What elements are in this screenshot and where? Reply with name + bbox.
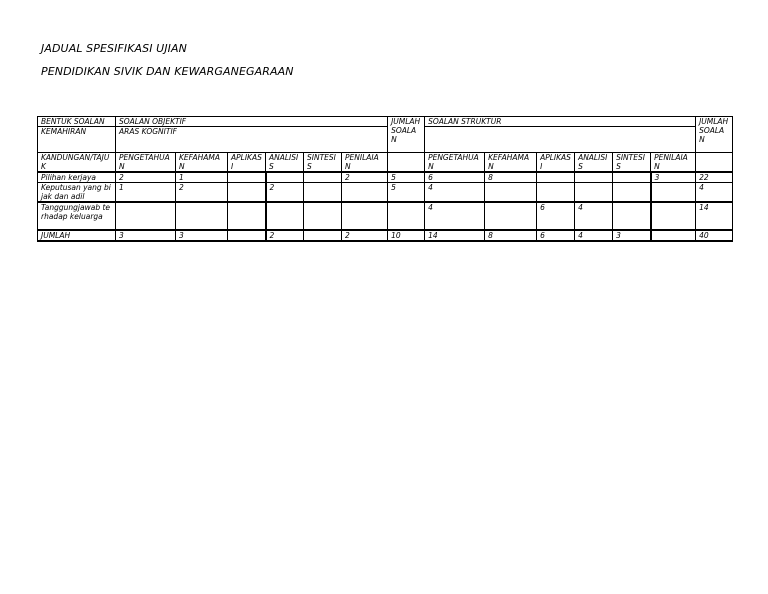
cell-value: 6: [537, 230, 575, 241]
cell-value: [537, 183, 575, 203]
cell-value: [228, 230, 266, 241]
level-header: PENILAIAN: [342, 153, 388, 173]
cell-total: 5: [388, 172, 425, 183]
cell-value: [613, 202, 651, 230]
cell-value: 8: [485, 230, 537, 241]
cell-value: [304, 202, 342, 230]
level-header: ANALISIS: [575, 153, 613, 173]
level-header-jumlah-blank: [696, 153, 733, 173]
header-soalan-objektif: SOALAN OBJEKTIF: [116, 117, 388, 127]
header-bentuk-soalan: BENTUK SOALAN: [38, 117, 116, 127]
cell-value: [116, 202, 176, 230]
table-row: [38, 202, 733, 230]
cell-value: [613, 183, 651, 203]
cell-value: 3: [116, 230, 176, 241]
level-header: SINTESIS: [613, 153, 651, 173]
document-subtitle: PENDIDIKAN SIVIK DAN KEWARGANEGARAAN: [41, 65, 294, 78]
table-row: [38, 172, 733, 183]
cell-value: 2: [342, 172, 388, 183]
level-header: SINTESIS: [304, 153, 342, 173]
cell-value: [342, 202, 388, 230]
cell-value: [228, 183, 266, 203]
level-header-jumlah-blank: [388, 153, 425, 173]
cell-value: 4: [575, 202, 613, 230]
header-row-levels: [38, 153, 733, 173]
header-struktur-blank: [425, 127, 696, 153]
header-jumlah-soalan-struktur: JUMLAH SOALAN: [696, 117, 733, 153]
cell-value: 2: [266, 183, 304, 203]
cell-value: 4: [575, 230, 613, 241]
header-soalan-struktur: SOALAN STRUKTUR: [425, 117, 696, 127]
document-title: JADUAL SPESIFIKASI UJIAN: [41, 42, 187, 55]
cell-total: 5: [388, 183, 425, 203]
cell-value: 3: [613, 230, 651, 241]
level-header: APLIKASI: [537, 153, 575, 173]
cell-value: [266, 202, 304, 230]
cell-value: 1: [176, 172, 228, 183]
cell-value: [537, 172, 575, 183]
cell-value: [228, 202, 266, 230]
cell-value: 2: [176, 183, 228, 203]
cell-value: [651, 230, 696, 241]
cell-value: 6: [425, 172, 485, 183]
cell-value: [575, 183, 613, 203]
cell-total: 22: [696, 172, 733, 183]
table-row-total: [38, 230, 733, 241]
cell-total: 14: [696, 202, 733, 230]
row-label: Tanggungjawab terhadap keluarga: [38, 202, 116, 230]
cell-value: 2: [266, 230, 304, 241]
cell-total: 40: [696, 230, 733, 241]
cell-value: [266, 172, 304, 183]
cell-value: [342, 183, 388, 203]
header-kandungan-tajuk: KANDUNGAN/TAJUK: [38, 153, 116, 173]
cell-value: 6: [537, 202, 575, 230]
cell-value: [176, 202, 228, 230]
row-label: JUMLAH: [38, 230, 116, 241]
cell-value: 14: [425, 230, 485, 241]
cell-value: [651, 202, 696, 230]
cell-value: [228, 172, 266, 183]
cell-value: 4: [425, 183, 485, 203]
cell-value: 8: [485, 172, 537, 183]
header-jumlah-soalan-objektif: JUMLAH SOALAN: [388, 117, 425, 153]
cell-total: 4: [696, 183, 733, 203]
cell-value: [613, 172, 651, 183]
header-aras-kognitif: ARAS KOGNITIF: [116, 127, 388, 153]
header-kemahiran: KEMAHIRAN: [38, 127, 116, 153]
row-label: Pilihan kerjaya: [38, 172, 116, 183]
cell-value: [304, 230, 342, 241]
cell-value: [485, 202, 537, 230]
level-header: APLIKASI: [228, 153, 266, 173]
level-header: ANALISIS: [266, 153, 304, 173]
specification-table: [37, 116, 733, 242]
cell-total: [388, 202, 425, 230]
cell-value: 3: [176, 230, 228, 241]
cell-value: 3: [651, 172, 696, 183]
table-row: [38, 183, 733, 203]
header-row-skill: [38, 127, 733, 153]
cell-value: 1: [116, 183, 176, 203]
cell-value: [575, 172, 613, 183]
header-row-form: [38, 117, 733, 127]
level-header: KEFAHAMAN: [485, 153, 537, 173]
cell-total: 10: [388, 230, 425, 241]
cell-value: [304, 172, 342, 183]
level-header: PENILAIAN: [651, 153, 696, 173]
row-label: Keputusan yang bijak dan adil: [38, 183, 116, 203]
cell-value: [651, 183, 696, 203]
level-header: PENGETAHUAN: [425, 153, 485, 173]
cell-value: 2: [342, 230, 388, 241]
cell-value: 2: [116, 172, 176, 183]
cell-value: [304, 183, 342, 203]
cell-value: 4: [425, 202, 485, 230]
level-header: KEFAHAMAN: [176, 153, 228, 173]
cell-value: [485, 183, 537, 203]
level-header: PENGETAHUAN: [116, 153, 176, 173]
